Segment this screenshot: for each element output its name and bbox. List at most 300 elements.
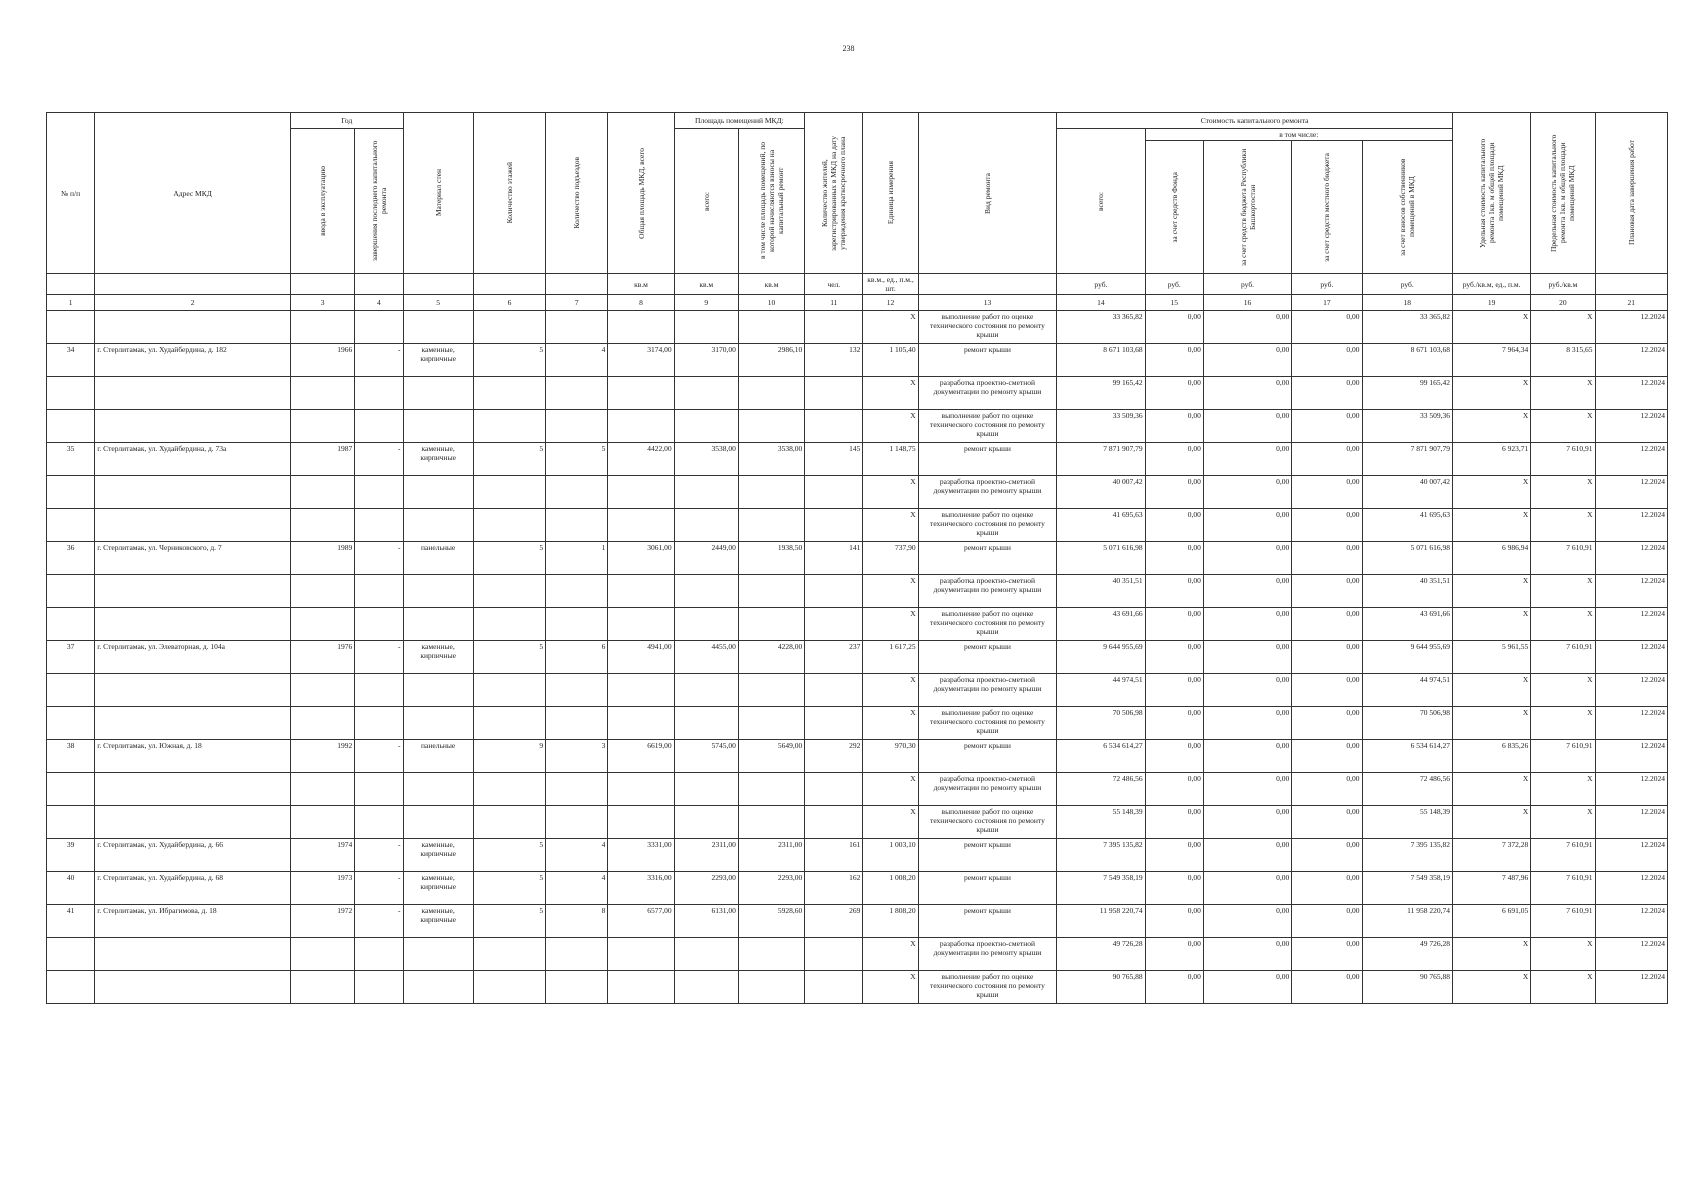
residents-cell: 161 (805, 839, 863, 872)
cost-total-cell: 9 644 955,69 (1057, 641, 1145, 674)
volume-cell (863, 938, 918, 971)
premises-total-cell: 3538,00 (674, 443, 738, 476)
cost-total-cell: 5 071 616,98 (1057, 542, 1145, 575)
premises-total-cell (674, 476, 738, 509)
work-type-cell: выполнение работ по оценке технического состояния по ремонту крыши (918, 410, 1057, 443)
premises-total-cell (674, 707, 738, 740)
material-cell: каменные, кирпичные (403, 443, 473, 476)
header-unit-cost: Удельная стоимость капитального ремонта 1кв. м общей площади помещений МКД (1452, 113, 1530, 274)
table-row (47, 641, 1668, 674)
material-cell: панельные (403, 542, 473, 575)
cost-region-cell: 0,00 (1203, 872, 1291, 905)
deadline-cell: 12.2024 (1595, 707, 1667, 740)
table-row (47, 938, 1668, 971)
header-n: № п/п (47, 113, 95, 274)
work-type-cell: выполнение работ по оценке технического состояния по ремонту крыши (918, 971, 1057, 1004)
premises-total-cell: 2449,00 (674, 542, 738, 575)
unit-cell: руб. (1292, 274, 1362, 295)
unit-cost-cell: X (1452, 938, 1530, 971)
premises-total-cell: 2293,00 (674, 872, 738, 905)
premises-funded-cell: 2986,10 (738, 344, 804, 377)
header-work-type: Вид ремонта (918, 113, 1057, 274)
work-type-cell: выполнение работ по оценке технического состояния по ремонту крыши (918, 509, 1057, 542)
residents-cell (805, 674, 863, 707)
material-cell (403, 608, 473, 641)
not-applicable-mark: X (910, 477, 916, 486)
row-number (47, 773, 95, 806)
column-number-cell: 18 (1362, 295, 1452, 311)
entrances-cell: 1 (546, 542, 608, 575)
deadline-cell: 12.2024 (1595, 806, 1667, 839)
table-row (47, 806, 1668, 839)
header-cost-group: Стоимость капитального ремонта (1057, 113, 1453, 129)
cost-fund-cell: 0,00 (1145, 806, 1203, 839)
unit-cost-cell: 5 961,55 (1452, 641, 1530, 674)
cost-fund-cell: 0,00 (1145, 311, 1203, 344)
premises-total-cell (674, 938, 738, 971)
deadline-cell: 12.2024 (1595, 740, 1667, 773)
work-type-cell: ремонт крыши (918, 443, 1057, 476)
total-area-cell (608, 476, 674, 509)
cost-fund-cell: 0,00 (1145, 344, 1203, 377)
premises-funded-cell: 3538,00 (738, 443, 804, 476)
residents-cell: 162 (805, 872, 863, 905)
cost-total-cell: 33 509,36 (1057, 410, 1145, 443)
cost-fund-cell: 0,00 (1145, 377, 1203, 410)
total-area-cell (608, 773, 674, 806)
column-number-cell: 13 (918, 295, 1057, 311)
premises-funded-cell (738, 608, 804, 641)
max-cost-cell: X (1531, 575, 1595, 608)
volume-value: 1 148,75 (889, 444, 916, 453)
entrances-cell (546, 476, 608, 509)
table-row (47, 509, 1668, 542)
volume-cell (863, 377, 918, 410)
residents-cell (805, 509, 863, 542)
cost-fund-cell: 0,00 (1145, 443, 1203, 476)
address-cell (95, 608, 291, 641)
total-area-cell (608, 311, 674, 344)
cost-fund-cell: 0,00 (1145, 773, 1203, 806)
column-number-cell: 17 (1292, 295, 1362, 311)
header-premises-group: Площадь помещений МКД: (674, 113, 805, 129)
row-number (47, 707, 95, 740)
cost-owners-cell: 49 726,28 (1362, 938, 1452, 971)
premises-total-cell: 4455,00 (674, 641, 738, 674)
cost-total-cell: 72 486,56 (1057, 773, 1145, 806)
row-number (47, 575, 95, 608)
header-total-area: Общая площадь МКД, всего (608, 113, 674, 274)
column-number-cell: 4 (355, 295, 403, 311)
address-cell: г. Стерлитамак, ул. Южная, д. 18 (95, 740, 291, 773)
volume-cell (863, 509, 918, 542)
cost-local-cell: 0,00 (1292, 806, 1362, 839)
cost-total-cell: 40 351,51 (1057, 575, 1145, 608)
deadline-cell: 12.2024 (1595, 839, 1667, 872)
entrances-cell: 8 (546, 905, 608, 938)
column-number-cell: 12 (863, 295, 918, 311)
volume-cell (863, 410, 918, 443)
work-type-cell: выполнение работ по оценке технического состояния по ремонту крыши (918, 707, 1057, 740)
cost-local-cell: 0,00 (1292, 971, 1362, 1004)
year-built-cell (291, 707, 355, 740)
deadline-cell: 12.2024 (1595, 938, 1667, 971)
deadline-cell: 12.2024 (1595, 311, 1667, 344)
cost-region-cell: 0,00 (1203, 443, 1291, 476)
cost-region-cell: 0,00 (1203, 740, 1291, 773)
cost-local-cell: 0,00 (1292, 905, 1362, 938)
header-entrances: Количество подъездов (546, 113, 608, 274)
cost-local-cell: 0,00 (1292, 674, 1362, 707)
unit-cost-cell: X (1452, 575, 1530, 608)
unit-cell (355, 274, 403, 295)
volume-cell (863, 542, 918, 575)
max-cost-cell: X (1531, 971, 1595, 1004)
cost-total-cell: 40 007,42 (1057, 476, 1145, 509)
premises-total-cell (674, 773, 738, 806)
not-applicable-mark: X (910, 972, 916, 981)
year-built-cell (291, 377, 355, 410)
cost-region-cell: 0,00 (1203, 773, 1291, 806)
unit-cell: руб. (1145, 274, 1203, 295)
work-type-cell: ремонт крыши (918, 641, 1057, 674)
unit-cell (95, 274, 291, 295)
year-repair-cell (355, 707, 403, 740)
max-cost-cell: 7 610,91 (1531, 443, 1595, 476)
cost-region-cell: 0,00 (1203, 938, 1291, 971)
total-area-cell: 3331,00 (608, 839, 674, 872)
year-repair-cell (355, 971, 403, 1004)
unit-cost-cell: 7 964,34 (1452, 344, 1530, 377)
deadline-cell: 12.2024 (1595, 674, 1667, 707)
material-cell (403, 509, 473, 542)
premises-funded-cell (738, 971, 804, 1004)
repair-plan-table (46, 112, 1668, 1004)
unit-cell (546, 274, 608, 295)
table-row (47, 410, 1668, 443)
cost-region-cell: 0,00 (1203, 311, 1291, 344)
cost-region-cell: 0,00 (1203, 839, 1291, 872)
volume-cell (863, 311, 918, 344)
year-built-cell (291, 509, 355, 542)
volume-cell (863, 740, 918, 773)
cost-fund-cell: 0,00 (1145, 542, 1203, 575)
cost-local-cell: 0,00 (1292, 509, 1362, 542)
deadline-cell: 12.2024 (1595, 542, 1667, 575)
row-number (47, 410, 95, 443)
unit-cost-cell: X (1452, 476, 1530, 509)
material-cell (403, 674, 473, 707)
work-type-cell: разработка проектно-сметной документации по ремонту крыши (918, 938, 1057, 971)
work-type-cell: разработка проектно-сметной документации по ремонту крыши (918, 773, 1057, 806)
cost-region-cell: 0,00 (1203, 509, 1291, 542)
floors-cell: 5 (473, 344, 545, 377)
residents-cell: 237 (805, 641, 863, 674)
table-row (47, 905, 1668, 938)
floors-cell (473, 377, 545, 410)
cost-fund-cell: 0,00 (1145, 707, 1203, 740)
volume-cell (863, 575, 918, 608)
header-incl: в том числе: (1145, 129, 1452, 141)
address-cell (95, 773, 291, 806)
year-built-cell: 1987 (291, 443, 355, 476)
cost-owners-cell: 7 871 907,79 (1362, 443, 1452, 476)
unit-cost-cell: 7 487,96 (1452, 872, 1530, 905)
floors-cell: 5 (473, 905, 545, 938)
unit-cost-cell: 6 835,26 (1452, 740, 1530, 773)
address-cell (95, 509, 291, 542)
column-number-cell: 14 (1057, 295, 1145, 311)
volume-cell (863, 344, 918, 377)
row-number (47, 509, 95, 542)
cost-fund-cell: 0,00 (1145, 476, 1203, 509)
entrances-cell (546, 608, 608, 641)
floors-cell: 5 (473, 839, 545, 872)
not-applicable-mark: X (910, 312, 916, 321)
row-number (47, 608, 95, 641)
address-cell (95, 377, 291, 410)
unit-cost-cell: X (1452, 410, 1530, 443)
table-row (47, 443, 1668, 476)
cost-region-cell: 0,00 (1203, 905, 1291, 938)
year-built-cell (291, 938, 355, 971)
header-premises-total: всего: (674, 129, 738, 274)
address-cell (95, 575, 291, 608)
address-cell: г. Стерлитамак, ул. Черниковского, д. 7 (95, 542, 291, 575)
max-cost-cell: 7 610,91 (1531, 542, 1595, 575)
units-row (47, 274, 1668, 295)
year-repair-cell: - (355, 641, 403, 674)
residents-cell: 132 (805, 344, 863, 377)
address-cell: г. Стерлитамак, ул. Элеваторная, д. 104а (95, 641, 291, 674)
address-cell (95, 476, 291, 509)
column-number-cell: 7 (546, 295, 608, 311)
row-number (47, 674, 95, 707)
year-built-cell (291, 971, 355, 1004)
work-type-cell: разработка проектно-сметной документации по ремонту крыши (918, 377, 1057, 410)
year-repair-cell (355, 575, 403, 608)
deadline-cell: 12.2024 (1595, 344, 1667, 377)
total-area-cell (608, 575, 674, 608)
volume-value: 737,90 (895, 543, 916, 552)
cost-region-cell: 0,00 (1203, 542, 1291, 575)
not-applicable-mark: X (910, 411, 916, 420)
residents-cell: 141 (805, 542, 863, 575)
year-built-cell (291, 608, 355, 641)
column-number-cell: 8 (608, 295, 674, 311)
column-number-cell: 5 (403, 295, 473, 311)
premises-funded-cell: 1938,50 (738, 542, 804, 575)
floors-cell (473, 575, 545, 608)
total-area-cell (608, 377, 674, 410)
unit-cell: кв.м., ед., п.м., шт. (863, 274, 918, 295)
unit-cell (918, 274, 1057, 295)
total-area-cell: 3061,00 (608, 542, 674, 575)
total-area-cell: 4422,00 (608, 443, 674, 476)
header-year-built: ввода в эксплуатацию (291, 129, 355, 274)
entrances-cell: 4 (546, 839, 608, 872)
material-cell: каменные, кирпичные (403, 905, 473, 938)
residents-cell (805, 476, 863, 509)
total-area-cell (608, 674, 674, 707)
address-cell: г. Стерлитамак, ул. Худайбердина, д. 66 (95, 839, 291, 872)
volume-cell (863, 608, 918, 641)
floors-cell (473, 509, 545, 542)
table-row (47, 311, 1668, 344)
not-applicable-mark: X (910, 510, 916, 519)
cost-owners-cell: 6 534 614,27 (1362, 740, 1452, 773)
residents-cell: 145 (805, 443, 863, 476)
floors-cell (473, 476, 545, 509)
cost-total-cell: 7 395 135,82 (1057, 839, 1145, 872)
not-applicable-mark: X (910, 378, 916, 387)
volume-cell (863, 707, 918, 740)
material-cell: каменные, кирпичные (403, 839, 473, 872)
volume-cell (863, 476, 918, 509)
year-built-cell: 1966 (291, 344, 355, 377)
max-cost-cell: 7 610,91 (1531, 641, 1595, 674)
cost-total-cell: 44 974,51 (1057, 674, 1145, 707)
premises-total-cell: 5745,00 (674, 740, 738, 773)
year-repair-cell: - (355, 443, 403, 476)
deadline-cell: 12.2024 (1595, 641, 1667, 674)
address-cell (95, 707, 291, 740)
table-body (47, 311, 1668, 1004)
work-type-cell: ремонт крыши (918, 542, 1057, 575)
row-number: 38 (47, 740, 95, 773)
cost-fund-cell: 0,00 (1145, 575, 1203, 608)
floors-cell (473, 773, 545, 806)
page-number: 238 (842, 44, 855, 53)
cost-local-cell: 0,00 (1292, 740, 1362, 773)
unit-cost-cell: 7 372,28 (1452, 839, 1530, 872)
entrances-cell (546, 806, 608, 839)
premises-funded-cell (738, 575, 804, 608)
cost-owners-cell: 55 148,39 (1362, 806, 1452, 839)
cost-owners-cell: 7 395 135,82 (1362, 839, 1452, 872)
unit-cost-cell: X (1452, 311, 1530, 344)
deadline-cell: 12.2024 (1595, 509, 1667, 542)
row-number (47, 377, 95, 410)
premises-funded-cell (738, 674, 804, 707)
deadline-cell: 12.2024 (1595, 905, 1667, 938)
not-applicable-mark: X (910, 708, 916, 717)
max-cost-cell: X (1531, 773, 1595, 806)
unit-cost-cell: 6 691,05 (1452, 905, 1530, 938)
year-repair-cell (355, 509, 403, 542)
address-cell (95, 806, 291, 839)
header-deadline: Плановая дата завершения работ (1595, 113, 1667, 274)
cost-local-cell: 0,00 (1292, 575, 1362, 608)
year-repair-cell (355, 938, 403, 971)
volume-cell (863, 806, 918, 839)
year-repair-cell: - (355, 839, 403, 872)
deadline-cell: 12.2024 (1595, 608, 1667, 641)
not-applicable-mark: X (910, 939, 916, 948)
entrances-cell (546, 410, 608, 443)
unit-cost-cell: X (1452, 806, 1530, 839)
table-row (47, 839, 1668, 872)
work-type-cell: ремонт крыши (918, 872, 1057, 905)
premises-funded-cell (738, 707, 804, 740)
header-cost-total: всего: (1057, 129, 1145, 274)
entrances-cell (546, 575, 608, 608)
volume-value: 1 105,40 (889, 345, 916, 354)
unit-cell (47, 274, 95, 295)
year-built-cell: 1976 (291, 641, 355, 674)
cost-total-cell: 41 695,63 (1057, 509, 1145, 542)
header-address: Адрес МКД (95, 113, 291, 274)
premises-funded-cell (738, 773, 804, 806)
entrances-cell: 4 (546, 872, 608, 905)
entrances-cell: 6 (546, 641, 608, 674)
residents-cell: 269 (805, 905, 863, 938)
material-cell (403, 410, 473, 443)
cost-owners-cell: 70 506,98 (1362, 707, 1452, 740)
unit-cell: чел. (805, 274, 863, 295)
cost-region-cell: 0,00 (1203, 641, 1291, 674)
cost-owners-cell: 8 671 103,68 (1362, 344, 1452, 377)
cost-total-cell: 8 671 103,68 (1057, 344, 1145, 377)
cost-total-cell: 90 765,88 (1057, 971, 1145, 1004)
unit-cell: кв.м (738, 274, 804, 295)
material-cell: каменные, кирпичные (403, 344, 473, 377)
cost-owners-cell: 44 974,51 (1362, 674, 1452, 707)
unit-cost-cell: X (1452, 971, 1530, 1004)
column-numbers-row (47, 295, 1668, 311)
cost-local-cell: 0,00 (1292, 608, 1362, 641)
row-number: 39 (47, 839, 95, 872)
header-premises-funded: в том числе площадь помещений, по которой начисляются взносы на капитальный ремонт (738, 129, 804, 274)
max-cost-cell: X (1531, 410, 1595, 443)
table-row (47, 542, 1668, 575)
residents-cell (805, 806, 863, 839)
row-number: 35 (47, 443, 95, 476)
volume-cell (863, 971, 918, 1004)
premises-total-cell (674, 674, 738, 707)
premises-total-cell: 6131,00 (674, 905, 738, 938)
cost-total-cell: 43 691,66 (1057, 608, 1145, 641)
cost-local-cell: 0,00 (1292, 839, 1362, 872)
cost-total-cell: 33 365,82 (1057, 311, 1145, 344)
cost-fund-cell: 0,00 (1145, 410, 1203, 443)
cost-fund-cell: 0,00 (1145, 509, 1203, 542)
residents-cell (805, 773, 863, 806)
unit-cell: руб. (1362, 274, 1452, 295)
volume-cell (863, 641, 918, 674)
row-number: 36 (47, 542, 95, 575)
premises-total-cell (674, 575, 738, 608)
year-repair-cell (355, 377, 403, 410)
year-repair-cell: - (355, 905, 403, 938)
max-cost-cell: X (1531, 377, 1595, 410)
row-number (47, 938, 95, 971)
cost-owners-cell: 5 071 616,98 (1362, 542, 1452, 575)
premises-total-cell: 2311,00 (674, 839, 738, 872)
deadline-cell: 12.2024 (1595, 872, 1667, 905)
column-number-cell: 2 (95, 295, 291, 311)
cost-fund-cell: 0,00 (1145, 971, 1203, 1004)
cost-local-cell: 0,00 (1292, 938, 1362, 971)
premises-funded-cell (738, 938, 804, 971)
floors-cell (473, 806, 545, 839)
work-type-cell: выполнение работ по оценке технического состояния по ремонту крыши (918, 608, 1057, 641)
floors-cell: 5 (473, 542, 545, 575)
table-row (47, 377, 1668, 410)
unit-cell: кв.м (608, 274, 674, 295)
cost-fund-cell: 0,00 (1145, 608, 1203, 641)
header-year-group: Год (291, 113, 403, 129)
